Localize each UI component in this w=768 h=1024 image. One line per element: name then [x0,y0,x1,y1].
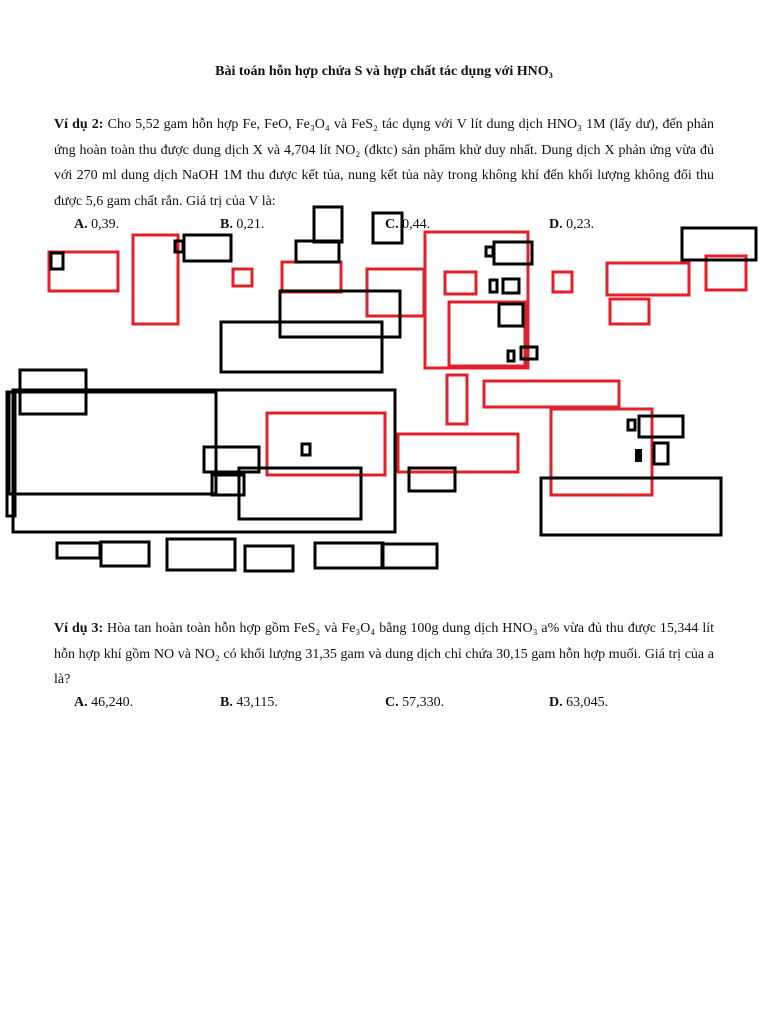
option-letter: B. [220,695,233,710]
example-3-label: Ví dụ 3: [54,621,104,636]
example-3-option-d [549,695,608,711]
option-value: 43,115. [236,695,278,710]
example-3-paragraph [54,616,714,693]
red-box [445,272,476,294]
option-letter: D. [549,217,563,232]
red-box [133,235,178,324]
red-box [398,434,518,472]
red-box [607,263,689,295]
black-box [302,444,310,455]
option-letter: A. [74,217,88,232]
option-letter: C. [385,695,399,710]
black-box [486,247,493,256]
black-box [382,544,437,568]
example-2-text: Cho 5,52 gam hỗn hợp Fe, FeO, Fe₃O₄ và FeS₂ tác dụng với V lít dung dịch HNO₃ 1M (lấy dư), đến phản ứng hoàn toàn thu được dung dịch X và 4,704 lít NO₂ (đktc) sản phẩm khử duy nhất. Dung dịch X phản ứng vừa đủ với 270 ml dung dịch NaOH 1M thu được kết tủa, nung kết tủa này trong không khí đến khối lượng không đổi thu được 5,6 gam chất rắn. Giá trị của V là: [54,117,715,209]
black-box [221,322,382,372]
option-letter: A. [74,695,88,710]
example-3-option-b [220,695,278,711]
example-3-option-a [74,695,133,711]
document-title: Bài toán hỗn hợp chứa S và hợp chất tác dụng với HNO₃ [215,64,553,79]
example-3-text: Hòa tan hoàn toàn hỗn hợp gồm FeS₂ và Fe₃O₄ bằng 100g dung dịch HNO₃ a% vừa đủ thu được 15,344 lít hỗn hợp khí gồm NO và NO₂ có khối lượng 31,35 gam và dung dịch chỉ chứa 30,15 gam hỗn hợp muối. Giá trị của a là? [54,621,714,687]
example-2-label: Ví dụ 2: [54,117,104,132]
black-box [315,543,383,568]
black-box [494,242,532,264]
example-3-option-c [385,695,444,711]
black-box [184,235,231,261]
black-box [101,542,149,566]
option-value: 57,330. [402,695,445,710]
black-box [51,253,63,269]
red-box [425,232,528,368]
option-value: 0,23. [566,217,595,232]
black-box [490,280,497,292]
black-box [296,241,339,262]
red-box [282,262,341,292]
black-box [314,207,342,242]
option-value: 0,21. [236,217,265,232]
option-value: 46,240. [91,695,134,710]
option-letter: B. [220,217,233,232]
black-box [373,213,402,243]
black-box-filled [635,449,642,462]
red-box [610,299,649,324]
black-box [245,546,293,571]
black-box [57,543,100,558]
red-box [233,269,252,286]
black-box [503,279,519,293]
black-box [654,443,668,464]
option-letter: D. [549,695,563,710]
option-value: 63,045. [566,695,609,710]
black-box [499,304,523,326]
red-box [553,272,572,292]
black-box [541,478,721,535]
black-box [628,420,635,430]
red-box [267,413,385,475]
red-box [484,381,619,407]
black-box [639,416,683,437]
black-box [167,539,235,570]
option-value: 0,44. [402,217,431,232]
option-value: 0,39. [91,217,120,232]
option-letter: C. [385,217,399,232]
black-box [508,351,514,361]
red-box [447,375,467,424]
black-box [9,392,216,494]
red-box [49,252,118,291]
